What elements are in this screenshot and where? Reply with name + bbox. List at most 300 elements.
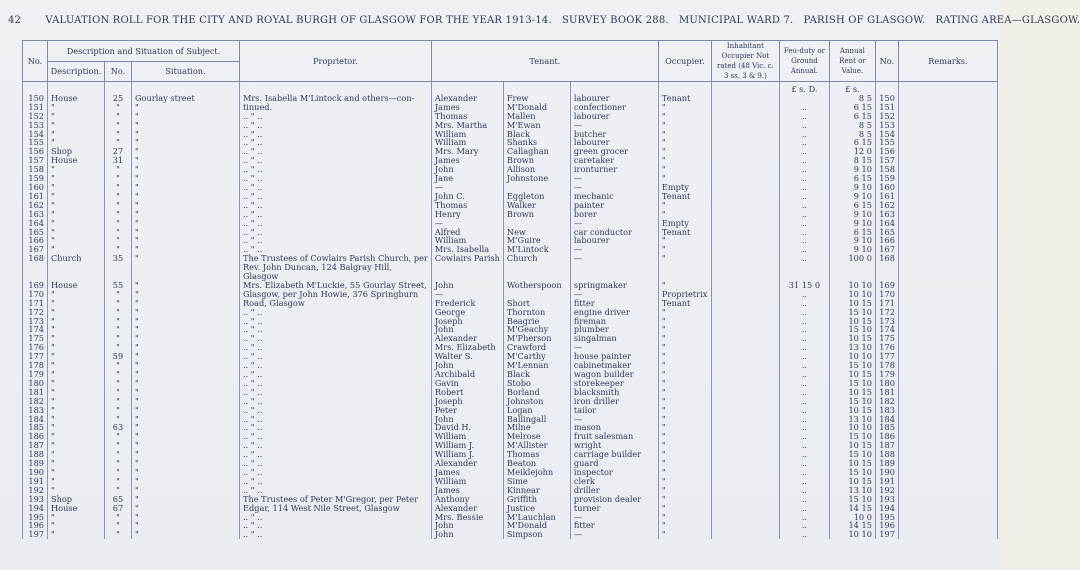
entry-proprietor: .. " .. [240,521,432,530]
tenant-first-name: William [431,477,503,486]
entry-no-right: 184 [875,415,898,424]
tenant-last-name: Callaghan [503,147,570,156]
entry-situation: " [132,334,240,343]
entry-situation: " [132,281,240,290]
tenant-occupation: tailor [570,406,658,415]
tenant-first-name: James [431,468,503,477]
entry-no-right: 193 [875,495,898,504]
entry-inhabitant [711,423,779,432]
entry-rent: 14 15 [829,521,875,530]
entry-number: " [105,477,132,486]
col-feu-duty: Feu-duty or Ground Annual. [779,41,829,82]
tenant-occupation: butcher [570,130,658,139]
tenant-last-name: Thomas [503,450,570,459]
tenant-first-name: William J. [431,441,503,450]
entry-proprietor: tinued. [240,103,432,112]
entry-description: " [48,210,105,219]
entry-inhabitant [711,272,779,281]
tenant-last-name: Stobo [503,379,570,388]
tenant-last-name: Milne [503,423,570,432]
entry-inhabitant [711,263,779,272]
entry-situation: " [132,254,240,263]
tenant-occupation: guard [570,459,658,468]
page-header [8,15,1080,26]
entry-occupier: " [658,281,711,290]
entry-situation: " [132,495,240,504]
col-situation: Situation. [132,61,240,82]
tenant-first-name: James [431,103,503,112]
tenant-occupation: turner [570,504,658,513]
entry-occupier: " [658,147,711,156]
entry-inhabitant [711,236,779,245]
entry-no-right: 167 [875,245,898,254]
entry-inhabitant [711,450,779,459]
tenant-last-name: Crawford [503,343,570,352]
entry-feu-duty: .. [779,156,829,165]
tenant-occupation: — [570,219,658,228]
entry-rent: 10 15 [829,388,875,397]
entry-proprietor: Rev. John Duncan, 124 Balgray Hill, [240,263,432,272]
entry-remarks [898,103,997,112]
entry-proprietor: .. " .. [240,423,432,432]
tenant-occupation: wright [570,441,658,450]
entry-description: " [48,468,105,477]
entry-number: " [105,388,132,397]
entry-no: 178 [23,361,48,370]
tenant-last-name: Johnstone [503,174,570,183]
entry-inhabitant [711,156,779,165]
entry-inhabitant [711,334,779,343]
tenant-last-name: Allison [503,165,570,174]
entry-situation: " [132,201,240,210]
entry-no-right: 151 [875,103,898,112]
entry-number: 55 [105,281,132,290]
entry-occupier: " [658,379,711,388]
entry-rent: 15 10 [829,325,875,334]
tenant-occupation: clerk [570,477,658,486]
tenant-last-name: M'Carthy [503,352,570,361]
tenant-first-name: — [431,290,503,299]
entry-rent: 15 10 [829,308,875,317]
entry-proprietor: .. " .. [240,192,432,201]
entry-occupier: " [658,201,711,210]
entry-situation: " [132,183,240,192]
rent-units: £ s. [829,82,875,94]
entry-occupier: " [658,343,711,352]
entry-inhabitant [711,121,779,130]
entry-rent: 6 15 [829,112,875,121]
entry-remarks [898,245,997,254]
entry-occupier: " [658,352,711,361]
entry-rent: 15 10 [829,379,875,388]
tenant-occupation: provision dealer [570,495,658,504]
entry-inhabitant [711,468,779,477]
entry-number: 59 [105,352,132,361]
tenant-occupation: house painter [570,352,658,361]
entry-inhabitant [711,325,779,334]
entry-proprietor: .. " .. [240,308,432,317]
entry-rent: 13 10 [829,415,875,424]
entry-no: 164 [23,219,48,228]
entry-inhabitant [711,112,779,121]
entry-situation: " [132,290,240,299]
entry-description: " [48,325,105,334]
entry-no: 154 [23,130,48,139]
entry-inhabitant [711,406,779,415]
entry-rent: 13 10 [829,486,875,495]
entry-occupier: " [658,486,711,495]
entry-proprietor: .. " .. [240,201,432,210]
tenant-occupation: driller [570,486,658,495]
entry-rent: 10 10 [829,423,875,432]
entry-description: " [48,343,105,352]
entry-proprietor: .. " .. [240,397,432,406]
tenant-last-name: Melrose [503,432,570,441]
entry-proprietor: .. " .. [240,388,432,397]
entry-situation: " [132,406,240,415]
entry-description: " [48,192,105,201]
entry-situation: " [132,245,240,254]
entry-occupier: " [658,317,711,326]
entry-proprietor: Road, Glasgow [240,299,432,308]
entry-occupier: " [658,450,711,459]
entry-remarks [898,228,997,237]
entry-no-right [875,263,898,272]
entry-remarks [898,343,997,352]
entry-feu-duty: .. [779,103,829,112]
tenant-first-name: Thomas [431,201,503,210]
entry-proprietor: .. " .. [240,130,432,139]
entry-description: " [48,397,105,406]
entry-feu-duty: .. [779,415,829,424]
page-number: 42 [8,15,22,26]
table-body [23,82,998,540]
entry-no: 183 [23,406,48,415]
entry-description: " [48,450,105,459]
tenant-last-name: M'Pherson [503,334,570,343]
col-no-right: No. [875,41,898,82]
entry-number: " [105,361,132,370]
col-number: No. [105,61,132,82]
entry-feu-duty: .. [779,495,829,504]
tenant-occupation: fruit salesman [570,432,658,441]
entry-description: " [48,352,105,361]
entry-rent: 9 10 [829,165,875,174]
entry-no: 169 [23,281,48,290]
entry-situation: " [132,521,240,530]
table-row [23,254,998,263]
entry-proprietor: .. " .. [240,236,432,245]
entry-rent: 6 15 [829,228,875,237]
entry-rent: 9 10 [829,219,875,228]
entry-rent: 10 10 [829,352,875,361]
entry-remarks [898,468,997,477]
entry-number: " [105,513,132,522]
entry-situation: " [132,165,240,174]
tenant-occupation: — [570,254,658,263]
entry-no-right: 187 [875,441,898,450]
entry-rent: 9 10 [829,236,875,245]
entry-occupier: " [658,156,711,165]
entry-number: " [105,441,132,450]
tenant-occupation [570,263,658,272]
entry-remarks [898,299,997,308]
entry-number: " [105,183,132,192]
entry-rent: 15 10 [829,495,875,504]
tenant-last-name: Simpson [503,530,570,539]
col-no: No. [23,41,48,82]
entry-proprietor: The Trustees of Cowlairs Parish Church, per [240,254,432,263]
entry-situation: " [132,228,240,237]
entry-proprietor: .. " .. [240,317,432,326]
entry-proprietor: Glasgow, per John Howie, 376 Springburn [240,290,432,299]
tenant-first-name: John C. [431,192,503,201]
tenant-occupation: — [570,530,658,539]
entry-no-right: 179 [875,370,898,379]
col-inhabitant-occupier: Inhabitant Occupier Not rated (48 Vic. c. 3 ss. 3 & 9.) [711,41,779,82]
entry-number: 27 [105,147,132,156]
entry-feu-duty: .. [779,343,829,352]
entry-remarks [898,406,997,415]
entry-remarks [898,370,997,379]
entry-no-right: 177 [875,352,898,361]
entry-situation: " [132,325,240,334]
entry-description: Shop [48,147,105,156]
entry-situation: " [132,156,240,165]
entry-no-right: 173 [875,317,898,326]
entry-occupier: " [658,174,711,183]
entry-feu-duty: .. [779,325,829,334]
entry-feu-duty: .. [779,228,829,237]
entry-proprietor: The Trustees of Peter M'Gregor, per Peter [240,495,432,504]
tenant-first-name: William [431,236,503,245]
entry-no-right: 175 [875,334,898,343]
entry-occupier: " [658,130,711,139]
tenant-first-name: John [431,325,503,334]
entry-no: 167 [23,245,48,254]
tenant-occupation: fireman [570,317,658,326]
entry-proprietor: .. " .. [240,138,432,147]
tenant-last-name: Eggleton [503,192,570,201]
entry-feu-duty: .. [779,477,829,486]
tenant-first-name: Walter S. [431,352,503,361]
entry-no-right: 172 [875,308,898,317]
entry-no-right: 194 [875,504,898,513]
entry-number: " [105,130,132,139]
entry-number: " [105,165,132,174]
entry-remarks [898,415,997,424]
entry-number: " [105,334,132,343]
entry-remarks [898,388,997,397]
entry-rent: 10 15 [829,441,875,450]
entry-proprietor: .. " .. [240,343,432,352]
entry-number: " [105,521,132,530]
tenant-last-name: Beagrie [503,317,570,326]
tenant-occupation: confectioner [570,103,658,112]
entry-number: " [105,112,132,121]
entry-situation: Gourlay street [132,94,240,103]
entry-inhabitant [711,379,779,388]
tenant-occupation: carriage builder [570,450,658,459]
entry-remarks [898,521,997,530]
entry-description: " [48,112,105,121]
entry-number: 63 [105,423,132,432]
table-row [23,174,998,183]
entry-proprietor: .. " .. [240,325,432,334]
entry-no-right: 157 [875,156,898,165]
entry-situation: " [132,147,240,156]
entry-feu-duty: .. [779,530,829,539]
entry-no-right: 152 [875,112,898,121]
entry-occupier: " [658,254,711,263]
tenant-first-name: Alexander [431,94,503,103]
entry-feu-duty: .. [779,486,829,495]
entry-occupier: Proprietrix [658,290,711,299]
tenant-occupation: labourer [570,94,658,103]
tenant-last-name: Justice [503,504,570,513]
entry-occupier: " [658,406,711,415]
entry-number: " [105,486,132,495]
entry-remarks [898,183,997,192]
entry-number: " [105,450,132,459]
tenant-last-name: M'Donald [503,103,570,112]
entry-no-right: 192 [875,486,898,495]
entry-no: 187 [23,441,48,450]
entry-inhabitant [711,477,779,486]
rating-area: RATING AREA—GLASGOW. [935,15,1080,26]
entry-description: House [48,156,105,165]
entry-occupier: " [658,165,711,174]
entry-description: " [48,370,105,379]
entry-inhabitant [711,397,779,406]
entry-feu-duty: .. [779,219,829,228]
entry-description: " [48,415,105,424]
entry-remarks [898,156,997,165]
entry-description: " [48,138,105,147]
entry-number: " [105,317,132,326]
entry-proprietor: Mrs. Elizabeth M'Luckie, 55 Gourlay Street, [240,281,432,290]
tenant-first-name: James [431,156,503,165]
entry-remarks [898,450,997,459]
entry-feu-duty: .. [779,112,829,121]
entry-occupier: " [658,308,711,317]
entry-no: 163 [23,210,48,219]
entry-feu-duty: .. [779,352,829,361]
entry-remarks [898,308,997,317]
entry-description: " [48,334,105,343]
tenant-last-name: M'Lauchlan [503,513,570,522]
entry-no: 196 [23,521,48,530]
entry-proprietor: .. " .. [240,370,432,379]
tenant-last-name: Logan [503,406,570,415]
entry-no: 151 [23,103,48,112]
entry-inhabitant [711,130,779,139]
tenant-first-name: Robert [431,388,503,397]
entry-rent: 10 15 [829,317,875,326]
entry-rent: 12 0 [829,147,875,156]
entry-description: " [48,388,105,397]
entry-situation: " [132,530,240,539]
entry-no-right: 191 [875,477,898,486]
entry-feu-duty: .. [779,174,829,183]
entry-number: " [105,103,132,112]
tenant-first-name [431,263,503,272]
entry-proprietor: .. " .. [240,147,432,156]
tenant-occupation: mechanic [570,192,658,201]
tenant-first-name: Mrs. Elizabeth [431,343,503,352]
entry-occupier: " [658,210,711,219]
tenant-occupation: storekeeper [570,379,658,388]
tenant-last-name: M'Guire [503,236,570,245]
entry-description: " [48,183,105,192]
entry-occupier: " [658,415,711,424]
entry-remarks [898,459,997,468]
entry-number: " [105,210,132,219]
entry-remarks [898,352,997,361]
entry-description: House [48,281,105,290]
entry-rent: 10 15 [829,334,875,343]
entry-feu-duty: .. [779,121,829,130]
entry-feu-duty: .. [779,192,829,201]
entry-no: 155 [23,138,48,147]
entry-proprietor: .. " .. [240,415,432,424]
entry-number: " [105,299,132,308]
entry-feu-duty: .. [779,130,829,139]
tenant-occupation: — [570,245,658,254]
entry-situation: " [132,112,240,121]
entry-no-right: 169 [875,281,898,290]
entry-rent: 10 10 [829,530,875,539]
entry-inhabitant [711,174,779,183]
tenant-occupation: painter [570,201,658,210]
entry-remarks [898,423,997,432]
entry-rent: 10 10 [829,281,875,290]
col-description: Description. [48,61,105,82]
entry-proprietor: .. " .. [240,530,432,539]
tenant-first-name: John [431,521,503,530]
entry-situation: " [132,504,240,513]
tenant-first-name: Archibald [431,370,503,379]
tenant-last-name: Shanks [503,138,570,147]
entry-no-right: 171 [875,299,898,308]
tenant-occupation: springmaker [570,281,658,290]
entry-proprietor: .. " .. [240,334,432,343]
tenant-first-name: Alexander [431,504,503,513]
entry-feu-duty: .. [779,521,829,530]
entry-proprietor: .. " .. [240,477,432,486]
entry-remarks [898,94,997,103]
entry-no-right: 182 [875,397,898,406]
entry-feu-duty: .. [779,210,829,219]
entry-occupier: " [658,459,711,468]
entry-situation: " [132,459,240,468]
tenant-occupation: wagon builder [570,370,658,379]
entry-occupier: Tenant [658,299,711,308]
entry-remarks [898,165,997,174]
entry-proprietor: .. " .. [240,513,432,522]
entry-feu-duty: .. [779,290,829,299]
entry-no: 177 [23,352,48,361]
entry-no: 157 [23,156,48,165]
entry-inhabitant [711,103,779,112]
tenant-last-name: Short [503,299,570,308]
entry-remarks [898,254,997,263]
entry-description: " [48,236,105,245]
entry-rent: 15 10 [829,397,875,406]
entry-remarks [898,147,997,156]
tenant-first-name: James [431,486,503,495]
entry-proprietor: .. " .. [240,468,432,477]
